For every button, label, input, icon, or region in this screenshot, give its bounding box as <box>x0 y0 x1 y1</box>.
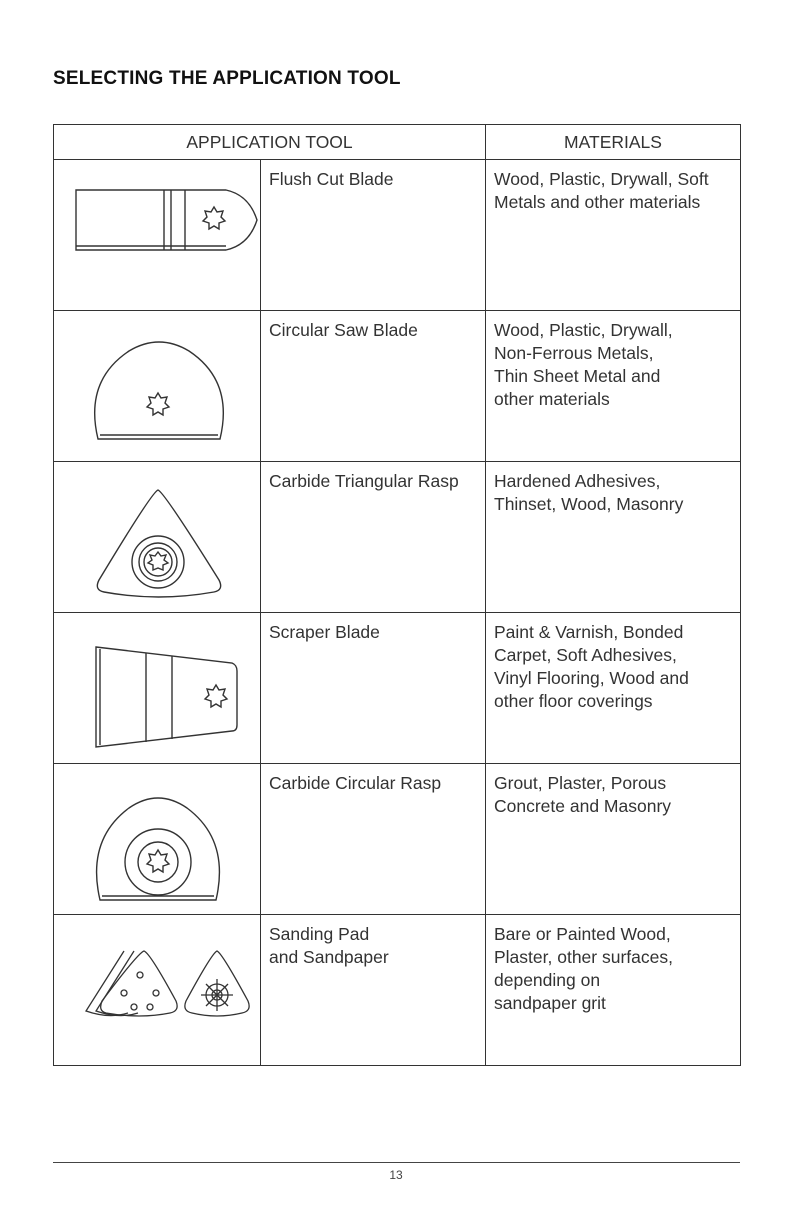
tool-name: Flush Cut Blade <box>261 160 486 311</box>
table-header-row <box>54 125 741 160</box>
tool-name: Carbide Triangular Rasp <box>261 462 486 613</box>
tool-image-cell <box>54 160 261 311</box>
tool-materials <box>486 311 741 462</box>
sanding-pad-icon <box>54 915 261 1065</box>
circular-saw-blade-icon <box>54 311 261 461</box>
tool-name: Circular Saw Blade <box>261 311 486 462</box>
page-number: 13 <box>389 1168 403 1182</box>
tool-name: Sanding Pad and Sandpaper <box>261 915 486 1066</box>
page-title: SELECTING THE APPLICATION TOOL <box>53 68 401 89</box>
tool-image-cell <box>54 613 261 764</box>
materials-line: Metals and other materials <box>494 192 701 212</box>
materials-line: Concrete and Masonry <box>494 796 672 816</box>
tool-name: Carbide Circular Rasp <box>261 764 486 915</box>
materials-line: other floor coverings <box>494 691 653 711</box>
table-row <box>54 764 741 915</box>
table-row <box>54 311 741 462</box>
tool-name: Scraper Blade <box>261 613 486 764</box>
tool-image-cell <box>54 462 261 613</box>
materials-line: Plaster, other surfaces, <box>494 947 673 967</box>
table-row <box>54 462 741 613</box>
materials-line: other materials <box>494 389 610 409</box>
materials-line: Wood, Plastic, Drywall, <box>494 320 673 340</box>
header-materials: MATERIALS <box>486 125 741 160</box>
materials-line: Paint & Varnish, Bonded <box>494 622 684 642</box>
tool-materials <box>486 915 741 1066</box>
tool-image-cell <box>54 915 261 1066</box>
table-row <box>54 613 741 764</box>
tool-materials <box>486 160 741 311</box>
table-row <box>54 915 741 1066</box>
circular-rasp-icon <box>54 764 261 914</box>
materials-line: sandpaper grit <box>494 993 606 1013</box>
materials-line: Non-Ferrous Metals, <box>494 343 654 363</box>
header-application-tool: APPLICATION TOOL <box>54 125 486 160</box>
tool-image-cell <box>54 764 261 915</box>
tool-image-cell <box>54 311 261 462</box>
materials-line: Vinyl Flooring, Wood and <box>494 668 689 688</box>
materials-line: Thin Sheet Metal and <box>494 366 661 386</box>
materials-line: Hardened Adhesives, <box>494 471 661 491</box>
materials-line: Bare or Painted Wood, <box>494 924 671 944</box>
materials-line: Carpet, Soft Adhesives, <box>494 645 677 665</box>
scraper-blade-icon <box>54 613 261 763</box>
triangular-rasp-icon <box>54 462 261 612</box>
materials-line: Wood, Plastic, Drywall, Soft <box>494 169 709 189</box>
footer-divider <box>53 1162 740 1163</box>
flush-cut-blade-icon <box>54 160 261 270</box>
materials-line: Thinset, Wood, Masonry <box>494 494 684 514</box>
tool-materials <box>486 462 741 613</box>
materials-line: Grout, Plaster, Porous <box>494 773 667 793</box>
tool-materials <box>486 613 741 764</box>
table-row <box>54 160 741 311</box>
materials-line: depending on <box>494 970 601 990</box>
application-tool-table <box>53 124 741 1066</box>
tool-materials <box>486 764 741 915</box>
